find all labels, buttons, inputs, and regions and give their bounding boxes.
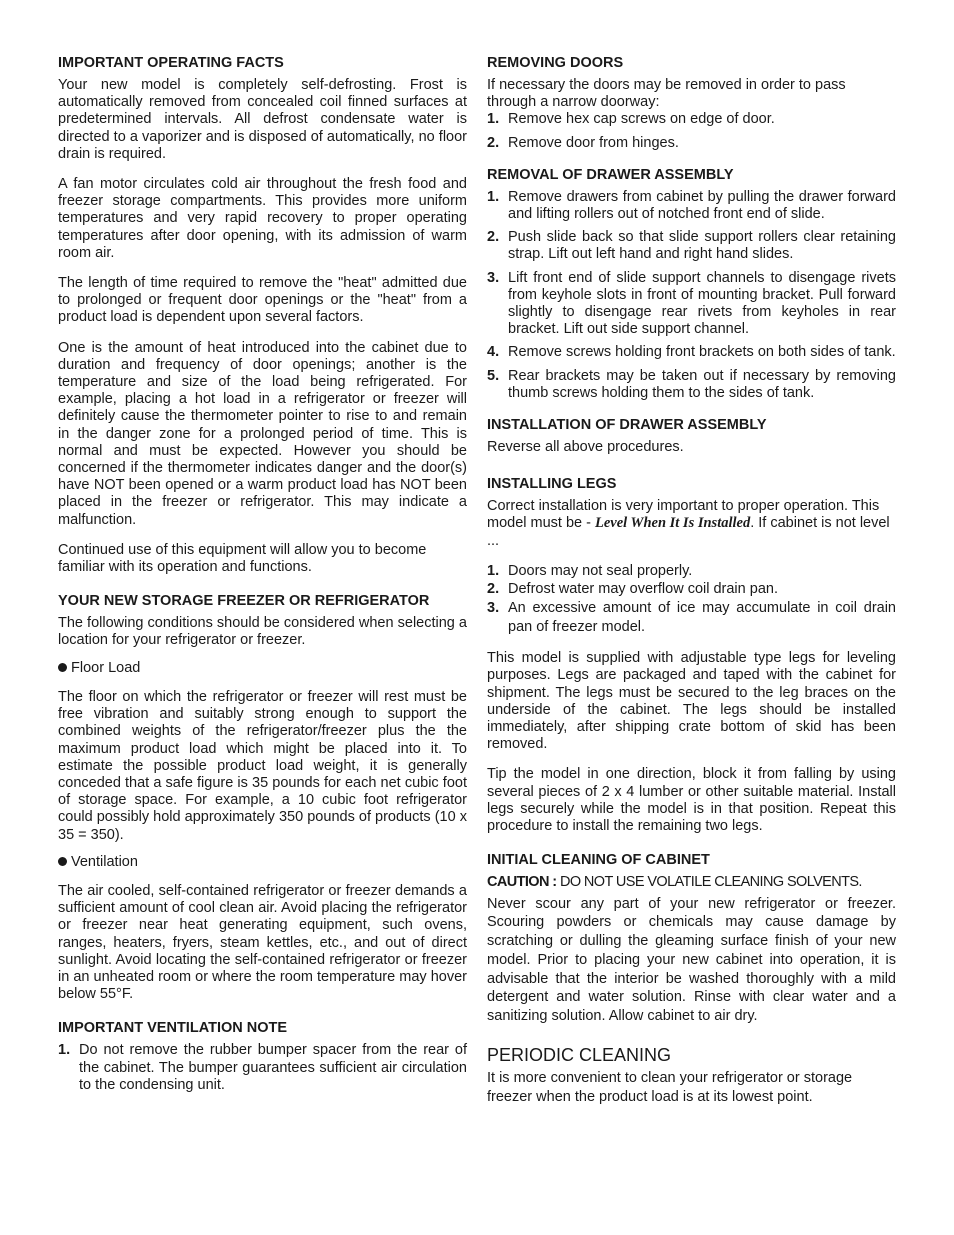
caution-line (487, 874, 896, 891)
ventilation-note-heading: IMPORTANT VENTILATION NOTE (58, 1020, 288, 1037)
ventilation-note-section (58, 1019, 467, 1094)
cleaning-text: Never scour any part of your new refrigerator or freezer. Scouring powders or chemicals may cause damage by scratching or dulling the gleaming surface finish of your new model. Prior to placing your new cabinet into operation, it is advisable that the interior be washed thoroughly with a mild detergent and water solution. Rinse with clear water and a sanitizing solution. Allow cabinet to air dry. (487, 895, 896, 1025)
operating-facts-p1: Your new model is completely self-defrosting. Frost is automatically removed from concealed coil finned surfaces at predetermined intervals. All defrost condensate water is directed to a vaporizer and is disposed of automatically, no floor drain is required. (58, 77, 467, 162)
list-item: 1. Do not remove the rubber bumper spacer from the rear of the cabinet. The bumper guarantees sufficient air circulation to the condensing unit. (58, 1042, 467, 1093)
drawer-removal-list (487, 189, 896, 402)
floor-load-label: Floor Load (71, 659, 141, 676)
legs-section (487, 475, 896, 835)
list-item: 1. Remove drawers from cabinet by pulling the drawer forward and lifting rollers out of notched front end of slide. (487, 188, 896, 223)
ventilation-label: Ventilation (71, 853, 138, 870)
ventilation-bullet (58, 854, 467, 871)
list-item: 2. Defrost water may overflow coil drain pan. (487, 581, 778, 598)
list-item: 4. Remove screws holding front brackets on both sides of tank. (487, 344, 896, 361)
caution-text: DO NOT USE VOLATILE CLEANING SOLVENTS. (556, 874, 862, 891)
ventilation-note-list (58, 1042, 467, 1094)
removing-doors-heading: REMOVING DOORS (487, 55, 624, 71)
list-item: 5. Rear brackets may be taken out if necessary by removing thumb screws holding them to the sides of tank. (487, 367, 896, 401)
ventilation-text: The air cooled, self-contained refrigerator or freezer demands a sufficient amount of cool clean air. Avoid placing the refrigerator or freezer near heat generating equipment, such ovens, ranges, heaters, fryers, steam kettles, etc., and out of direct sunlight. Avoid locating the self-contained refrigerator or freezer in an unheated room or where the room temperature may hover below 55°F. (58, 882, 467, 1003)
list-item: 3. Lift front end of slide support channels to disengage rivets from keyhole slots in front of mounting bracket. Pull forward slightly to disengage rear rivets from keyholes in rear bracket. Lift out side support channel. (487, 269, 896, 338)
drawer-removal-heading: REMOVAL OF DRAWER ASSEMBLY (487, 166, 734, 183)
list-item: 2. Remove door from hinges. (487, 134, 679, 151)
list-item: 2. Push slide back so that slide support rollers clear retaining strap. Lift out left hand and right hand slides. (487, 229, 896, 263)
legs-list (487, 563, 896, 637)
drawer-install-text: Reverse all above procedures. (487, 439, 684, 456)
operating-facts-heading: IMPORTANT OPERATING FACTS (58, 55, 284, 71)
legs-para1: This model is supplied with adjustable type legs for leveling purposes. Legs are packaged and taped with the cabinet for shipment. The legs must be secured to the leg braces on the underside of the cabinet. The legs should be installed immediately, after shipping crate bottom of skid has been removed. (487, 650, 896, 753)
drawer-install-heading: INSTALLATION OF DRAWER ASSEMBLY (487, 417, 767, 434)
cleaning-section (487, 851, 896, 1026)
periodic-cleaning-heading: PERIODIC CLEANING (487, 1045, 672, 1066)
storage-intro: The following conditions should be considered when selecting a location for your refrigerator or freezer. (58, 615, 467, 649)
legs-para2: Tip the model in one direction, block it from falling by using several pieces of 2 x 4 lumber or other suitable material. Install legs securely while the model is in that position. Repeat this procedure to install the remaining two legs. (487, 766, 896, 835)
storage-section (58, 592, 467, 1003)
drawer-install-section (487, 416, 896, 456)
legs-heading: INSTALLING LEGS (487, 476, 617, 493)
periodic-cleaning-text: It is more convenient to clean your refrigerator or storage freezer when the product load is at its lowest point. (487, 1070, 853, 1105)
operating-facts-section (58, 54, 467, 576)
level-emphasis: Level When It Is Installed (595, 515, 751, 532)
operating-facts-p5: Continued use of this equipment will allow you to become familiar with its operation and functions. (58, 541, 427, 576)
list-item: 1. Doors may not seal properly. (487, 562, 693, 579)
right-column (487, 54, 896, 1119)
bullet-icon (58, 857, 67, 866)
floor-load-bullet (58, 660, 467, 677)
bullet-icon (58, 663, 67, 672)
list-item: 3. An excessive amount of ice may accumulate in coil drain pan of freezer model. (487, 600, 896, 636)
removing-doors-intro: If necessary the doors may be removed in order to pass through a narrow doorway: (487, 77, 846, 111)
removing-doors-section (487, 54, 896, 152)
caution-label: CAUTION : (487, 874, 557, 891)
storage-heading: YOUR NEW STORAGE FREEZER OR REFRIGERATOR (58, 593, 430, 610)
operating-facts-p3: The length of time required to remove the "heat" admitted due to prolonged or frequent door openings or the "heat" from a product load is dependent upon several factors. (58, 275, 467, 326)
floor-load-text: The floor on which the refrigerator or freezer will rest must be free vibration and suitably strong enough to support the combined weights of the refrigerator/freezer plus the the maximum product load which might be placed into it. To estimate the possible product load weight, it is generally conceded that a safe figure is 35 pounds for each net cubic foot of storage space. For example, a 10 cubic foot refrigerator could possibly hold approximately 350 pounds of products (10 x 35 = 350). (58, 688, 467, 843)
list-item: 1. Remove hex cap screws on edge of door. (487, 111, 775, 128)
legs-intro: Correct installation is very important to proper operation. This model must be - Level When It Is Installed. If cabinet is not level ... (487, 498, 890, 549)
operating-facts-p4: One is the amount of heat introduced into the cabinet due to duration and frequency of door openings; another is the temperature and size of the load being refrigerated. For example, placing a hot load in a refrigerator or freezer will definitely cause the thermometer pointer to rise to and remain in the danger zone for a prolonged period of time. This is normal and must be expected. However you should be concerned if the thermometer indicates danger and the door(s) have NOT been opened or a warm product load has NOT been placed in the freezer or refrigerator. This may indicate a malfunction. (58, 339, 467, 528)
drawer-removal-section (487, 166, 896, 402)
operating-facts-p2: A fan motor circulates cold air throughout the fresh food and freezer storage compartments. This provides more uniform temperatures and very rapid recovery to proper operating temperatures after door opening, with its admission of warm room air. (58, 176, 467, 261)
cleaning-heading: INITIAL CLEANING OF CABINET (487, 852, 710, 869)
removing-doors-list (487, 111, 896, 151)
left-column (58, 54, 467, 1106)
periodic-cleaning-section (487, 1044, 896, 1107)
